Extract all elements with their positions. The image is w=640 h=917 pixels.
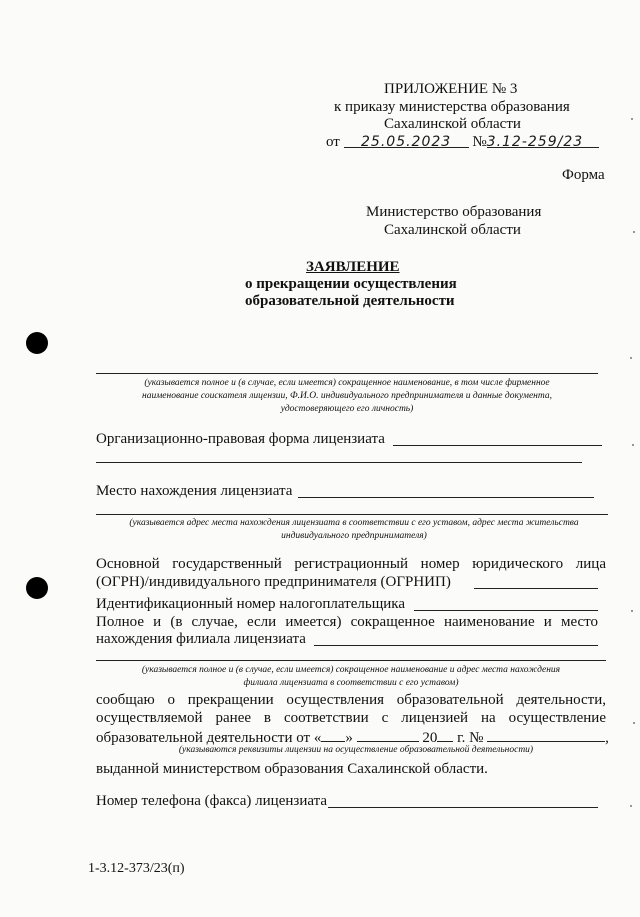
scan-speck [630, 805, 632, 807]
punch-hole-top [26, 332, 48, 354]
licensee-name-note2: наименование соискателя лицензии, Ф.И.О. индивидуального предпринимателя и данные документа, [142, 391, 552, 401]
org-form-field [393, 445, 602, 446]
license-year-field [437, 727, 453, 742]
inn-field [414, 610, 598, 611]
addressee-line1: Министерство образования [366, 204, 542, 220]
license-day-field [321, 727, 345, 742]
order-date-field [344, 133, 469, 148]
branch-line1: Полное и (в случае, если имеется) сокращенное наименование и место [96, 614, 598, 630]
ogrn-line2: (ОГРН)/индивидуального предпринимателя (ОГРНИП) [96, 574, 451, 590]
order-date-number-line [326, 133, 599, 151]
ogrn-field [474, 588, 598, 589]
license-number-field [487, 727, 605, 742]
ogrn-line1: Основной государственный регистрационный номер юридического лица [96, 556, 606, 572]
number-label: № [472, 134, 487, 150]
license-date-quote: » [345, 730, 353, 746]
scan-speck [630, 357, 632, 359]
location-field-line2 [96, 514, 608, 515]
license-note: (указываются реквизиты лицензии на осуществление образовательной деятельности) [178, 745, 534, 755]
scan-speck [633, 231, 635, 233]
from-label: от [326, 134, 340, 150]
addressee-line2: Сахалинской области [384, 222, 521, 238]
location-field [298, 497, 594, 498]
appendix-title: ПРИЛОЖЕНИЕ № 3 [384, 81, 518, 97]
license-comma: , [605, 730, 609, 746]
license-year-prefix: 20 [422, 730, 438, 746]
document-subtitle-line2: образовательной деятельности [245, 293, 455, 309]
inn-label: Идентификационный номер налогоплательщика [96, 596, 406, 612]
location-note1: (указывается адрес места нахождения лицензиата в соответствии с его уставом, адрес места жительства [129, 518, 579, 528]
body-line4: выданной министерством образования Сахалинской области. [96, 761, 488, 777]
document-code: 1-3.12-373/23(п) [88, 861, 185, 876]
order-date-handwritten: 25.05.2023 [361, 134, 452, 150]
order-line: к приказу министерства образования [334, 99, 570, 115]
order-number-handwritten: 3.12-259/23 [486, 134, 584, 150]
phone-label: Номер телефона (факса) лицензиата [96, 793, 328, 809]
document-subtitle-line1: о прекращении осуществления [245, 276, 457, 292]
location-label: Место нахождения лицензиата [96, 483, 293, 499]
branch-field [314, 645, 598, 646]
licensee-name-line [96, 373, 598, 374]
region-line: Сахалинской области [384, 116, 521, 132]
scan-speck [632, 444, 634, 446]
branch-line2: нахождения филиала лицензиата [96, 631, 306, 647]
license-date-prefix: образовательной деятельности от « [96, 730, 322, 746]
scan-speck [633, 722, 635, 724]
phone-field [328, 807, 598, 808]
scan-speck [631, 118, 633, 120]
branch-note2: филиала лицензиата в соответствии с его уставом) [243, 678, 459, 688]
body-line1: сообщаю о прекращении осуществления образовательной деятельности, [96, 692, 606, 708]
location-note2: индивидуального предпринимателя) [281, 531, 427, 541]
licensee-name-note3: удостоверяющего его личность) [280, 404, 414, 414]
org-form-field-line2 [96, 462, 582, 463]
form-label: Форма [562, 167, 605, 183]
org-form-label: Организационно-правовая форма лицензиата [96, 431, 385, 447]
license-month-field [357, 727, 419, 742]
licensee-name-note1: (указывается полное и (в случае, если имеется) сокращенное наименование, в том числе фирменное [144, 378, 550, 388]
body-line2: осуществляемой ранее в соответствии с лицензией на осуществление [96, 710, 606, 726]
license-number-label: г. № [457, 730, 484, 746]
branch-field-line2 [96, 660, 606, 661]
document-title: ЗАЯВЛЕНИЕ [306, 259, 400, 275]
order-number-field [487, 133, 599, 148]
punch-hole-bottom [26, 577, 48, 599]
branch-note1: (указывается полное и (в случае, если имеется) сокращенное наименование и адрес места нахождения [141, 665, 561, 675]
scan-speck [631, 610, 633, 612]
